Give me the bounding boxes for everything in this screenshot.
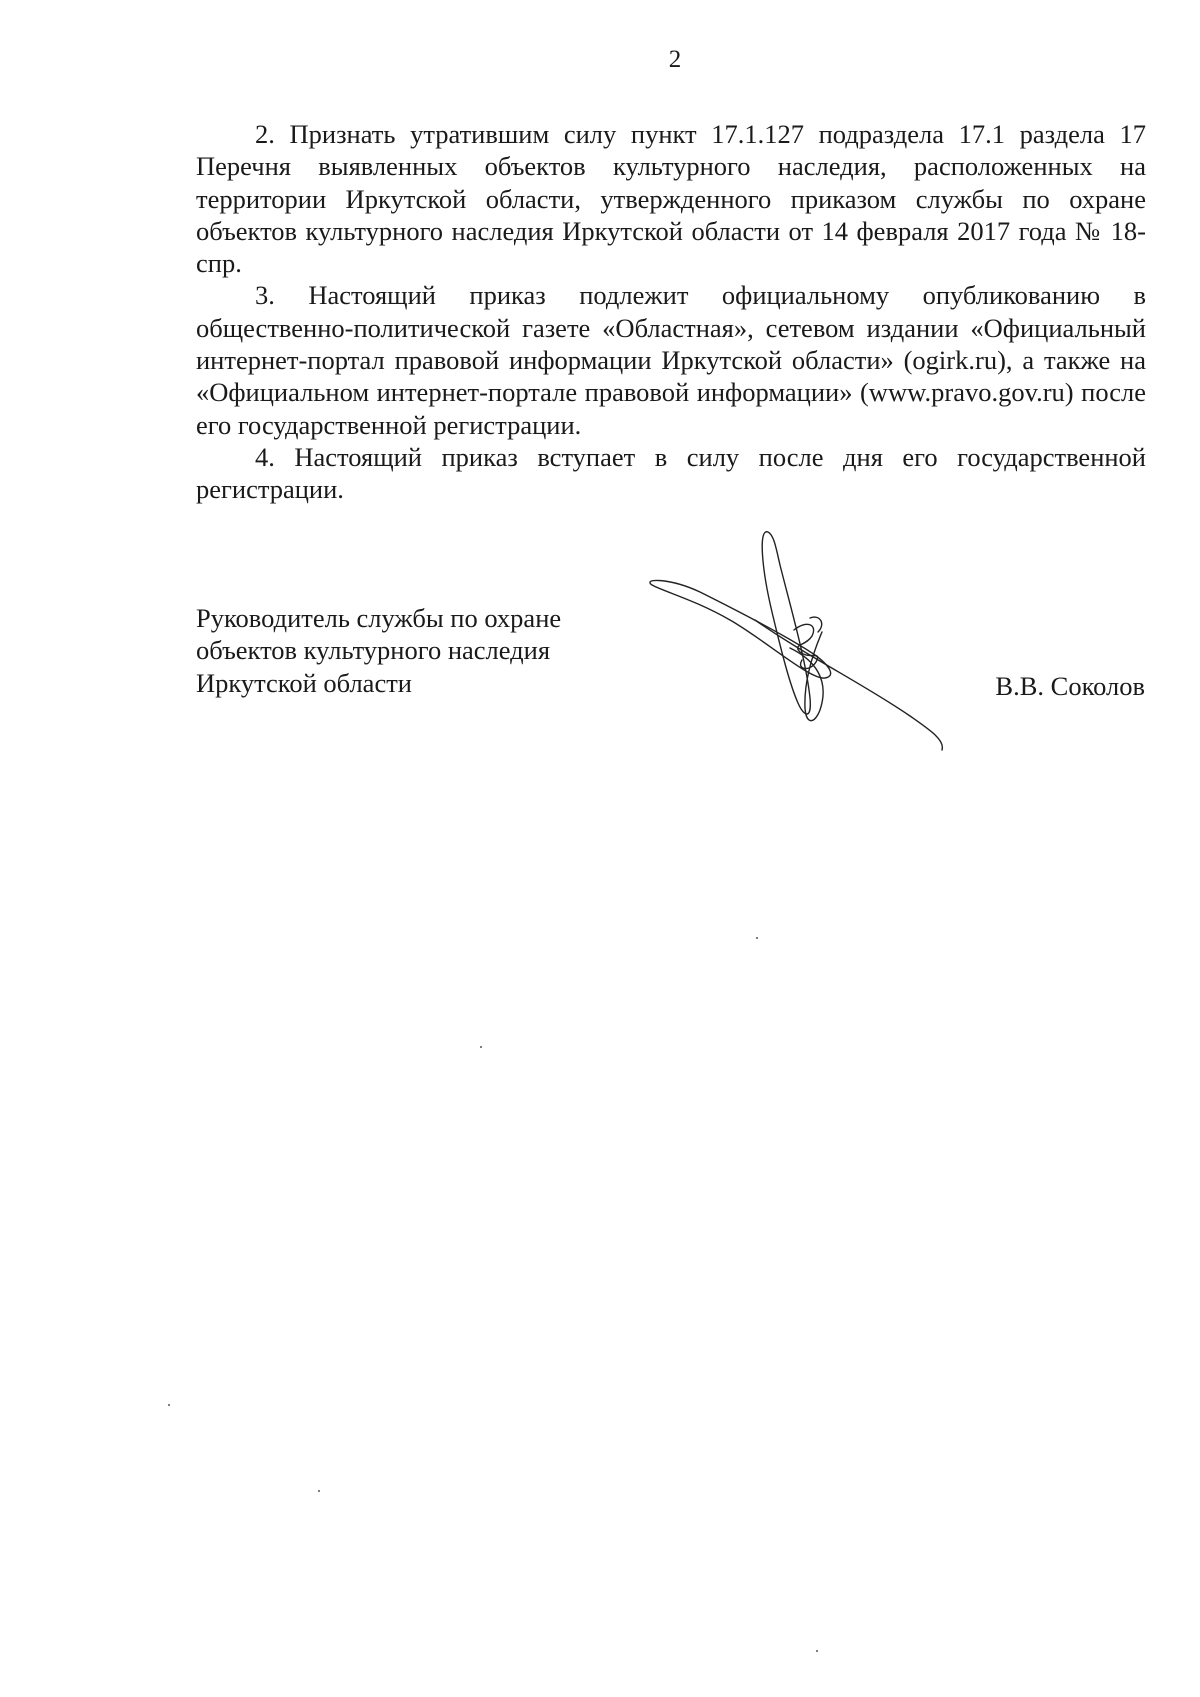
handwritten-signature	[640, 520, 980, 790]
signatory-title-line: Руководитель службы по охране	[196, 603, 562, 633]
scan-speck	[816, 1650, 818, 1652]
scan-speck	[168, 1404, 170, 1406]
paragraph-3: 3. Настоящий приказ подлежит официальному опубликованию в общественно-политической газете «Областная», сетевом издании «Официальный интернет-портал правовой информации Иркутской области» (ogirk.ru), а также на «Официальном интернет-портале правовой информации» (www.pravo.gov.ru) после его государственной регистрации.	[196, 280, 1146, 440]
document-body	[196, 118, 1146, 506]
signatory-title-line: Иркутской области	[196, 667, 412, 698]
signatory-title	[196, 602, 646, 699]
paragraph-4: 4. Настоящий приказ вступает в силу после дня его государственной регистрации.	[196, 441, 1146, 505]
signer-name: В.В. Соколов	[995, 671, 1145, 701]
paragraph-2: 2. Признать утратившим силу пункт 17.1.127 подраздела 17.1 раздела 17 Перечня выявленных объектов культурного наследия, расположенных на территории Иркутской области, утвержденного приказом службы по охране объектов культурного наследия Иркутской области от 14 февраля 2017 года № 18-спр.	[196, 119, 1146, 279]
signatory-title-line: объектов культурного наследия	[196, 635, 551, 666]
scan-speck	[756, 937, 758, 939]
scan-speck	[480, 1046, 482, 1048]
scan-speck	[318, 1490, 320, 1492]
page-number: 2	[668, 46, 682, 73]
